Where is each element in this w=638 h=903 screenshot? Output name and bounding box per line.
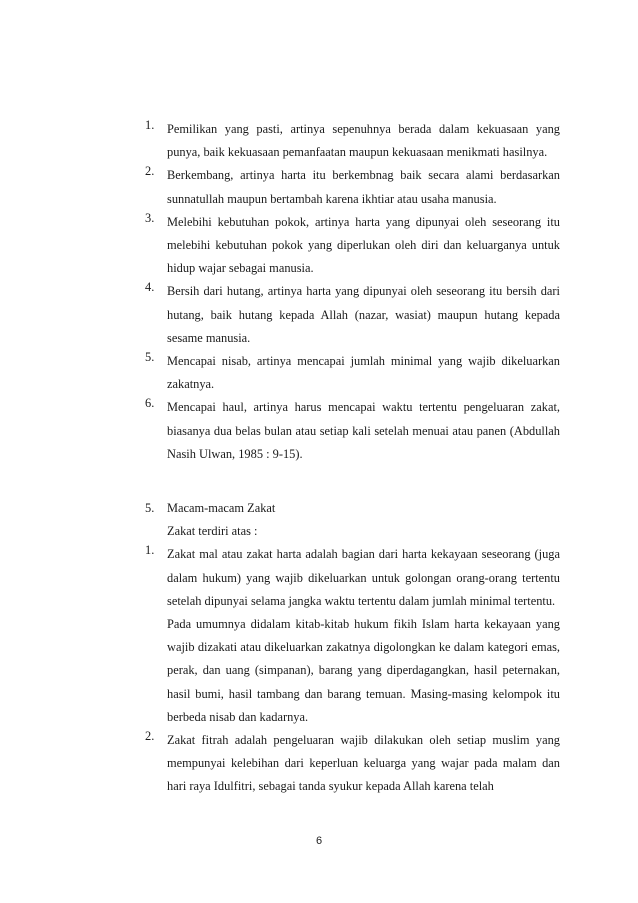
list-text: Pemilikan yang pasti, artinya sepenuhnya berada dalam kekuasaan yang punya, baik kekuasaan pemanfaatan maupun kekuasaan menikmati hasilnya. — [167, 122, 560, 160]
section-number: 5. — [145, 501, 155, 515]
list-number: 4. — [145, 280, 155, 295]
list-number: 1. — [145, 118, 155, 132]
list-continuation: Pada umumnya didalam kitab-kitab hukum fikih Islam harta kekayaan yang wajib dizakati atau dikeluarkan zakatnya digolongkan ke dalam kategori emas, perak, dan uang (simpanan), barang yang diperdagangkan, hasil peternakan, hasil bumi, hasil tambang dan barang temuan. Masing-masing kelompok itu berbeda nisab dan kadarnya. — [167, 617, 560, 724]
list-number: 3. — [145, 210, 155, 225]
list-text: Berkembang, artinya harta itu berkembnag baik secara alami berdasarkan sunnatullah maupun bertambah karena ikhtiar atau usaha manusia. — [167, 168, 560, 206]
list-number: 2. — [145, 729, 155, 744]
list-number: 1. — [145, 543, 155, 558]
list-text: Zakat fitrah adalah pengeluaran wajib dilakukan oleh setiap muslim yang mempunyai kelebihan dari keperluan keluarga yang wajar pada malam dan hari raya Idulfitri, sebagai tanda syukur kepada Allah karena telah — [167, 733, 560, 794]
list-item — [145, 396, 560, 466]
list-item — [145, 211, 560, 281]
page-number: 6 — [315, 835, 323, 847]
list-item — [145, 164, 560, 210]
section-heading — [145, 497, 560, 520]
criteria-list — [145, 118, 560, 466]
list-text: Mencapai haul, artinya harus mencapai waktu tertentu pengeluaran zakat, biasanya dua belas bulan atau setiap kali setelah menuai atau panen (Abdullah Nasih Ulwan, 1985 : 9-15). — [167, 400, 560, 461]
list-item — [145, 543, 560, 729]
list-number: 2. — [145, 164, 155, 179]
list-text: Zakat mal atau zakat harta adalah bagian dari harta kekayaan seseorang (juga dalam hukum) yang wajib dikeluarkan untuk golongan orang-orang tertentu setelah dipunyai selama jangka waktu tertentu dalam jumlah minimal tertentu. — [167, 547, 560, 608]
zakat-types-section — [145, 497, 560, 799]
list-item — [145, 118, 560, 164]
list-item — [145, 729, 560, 799]
list-number: 6. — [145, 396, 155, 411]
section-title: Macam-macam Zakat — [167, 501, 276, 515]
list-text: Mencapai nisab, artinya mencapai jumlah minimal yang wajib dikeluarkan zakatnya. — [167, 354, 560, 392]
list-item — [145, 280, 560, 350]
list-text: Bersih dari hutang, artinya harta yang dipunyai oleh seseorang itu bersih dari hutang, baik hutang kepada Allah (nazar, wasiat) maupun hutang kepada sesame manusia. — [167, 284, 560, 345]
list-text: Melebihi kebutuhan pokok, artinya harta yang dipunyai oleh seseorang itu melebihi kebutuhan pokok yang diperlukan oleh diri dan keluarganya untuk hidup wajar sebagai manusia. — [167, 214, 560, 276]
list-item — [145, 350, 560, 396]
section-intro: Zakat terdiri atas : — [167, 524, 258, 539]
list-number: 5. — [145, 350, 155, 365]
